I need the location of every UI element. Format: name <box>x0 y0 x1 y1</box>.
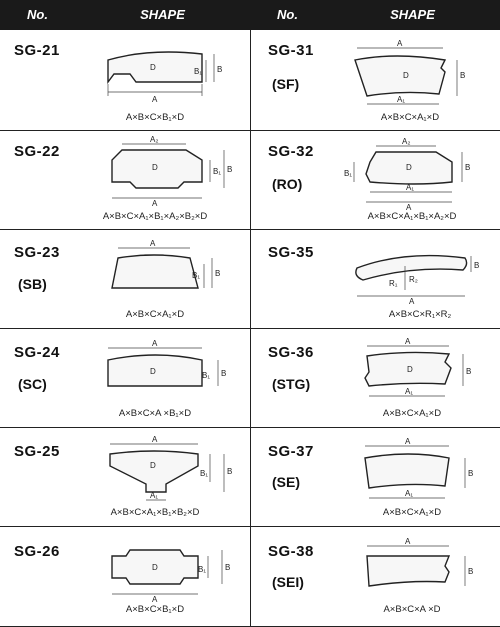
shape-sg-24 <box>90 338 240 410</box>
dim-label-b1: B₁ <box>213 167 222 176</box>
dim-label-b1: B₁ <box>200 469 209 478</box>
table-header <box>0 0 500 30</box>
dim-label-r1: R₁ <box>389 279 398 288</box>
dim-label-b1: B₁ <box>194 67 203 76</box>
row-divider <box>0 427 500 428</box>
formula-sg-23: A×B×C×A₁×D <box>125 309 185 320</box>
dim-label-b: B <box>468 567 474 576</box>
formula-sg-26: A×B×C×B₁×D <box>125 604 185 615</box>
dim-label-a2: A₂ <box>402 137 411 146</box>
dim-label-b: B <box>468 469 474 478</box>
code-sg-35: SG-35 <box>268 244 314 261</box>
dim-label-b: B <box>227 165 233 174</box>
dim-label-b1: B₁ <box>198 565 207 574</box>
code-sg-38: SG-38 <box>268 543 314 560</box>
dim-label-d: D <box>152 563 158 572</box>
dim-label-a: A <box>397 39 403 48</box>
shape-sg-22 <box>90 135 240 210</box>
formula-sg-21: A×B×C×B₁×D <box>125 112 185 123</box>
shape-sg-23 <box>90 238 240 310</box>
dim-label-a: A <box>405 337 411 346</box>
sub-sg-37: (SE) <box>272 474 300 490</box>
header-shape-right: SHAPE <box>390 7 435 22</box>
dim-label-b: B <box>217 65 223 74</box>
dim-label-a: A <box>152 595 158 604</box>
dim-label-b1: B₁ <box>202 371 211 380</box>
row-divider <box>0 526 500 527</box>
dim-label-a: A <box>150 239 156 248</box>
dim-label-d: D <box>150 367 156 376</box>
header-no-left: No. <box>27 7 48 22</box>
dim-label-d: D <box>150 63 156 72</box>
formula-sg-22: A×B×C×A₁×B₁×A₂×B₂×D <box>102 211 208 222</box>
dim-label-a1: A₁ <box>150 491 159 500</box>
code-sg-24: SG-24 <box>14 344 60 361</box>
dim-label-b: B <box>466 367 472 376</box>
formula-sg-31: A×B×C×A₁×D <box>380 112 440 123</box>
formula-sg-32: A×B×C×A₁×B₁×A₂×D <box>367 211 457 222</box>
dim-label-a1: A₁ <box>406 183 415 192</box>
code-sg-32: SG-32 <box>268 143 314 160</box>
formula-sg-38: A×B×C×A ×D <box>383 604 441 615</box>
formula-sg-37: A×B×C×A₁×D <box>382 507 442 518</box>
shape-sg-38 <box>345 536 495 608</box>
code-sg-21: SG-21 <box>14 42 60 59</box>
dim-label-b: B <box>215 269 221 278</box>
shape-sg-31 <box>345 38 495 110</box>
dim-label-a: A <box>152 199 158 208</box>
dim-label-a: A <box>405 437 411 446</box>
row-divider <box>0 130 500 131</box>
dim-label-a: A <box>405 537 411 546</box>
dim-label-b: B <box>227 467 233 476</box>
shape-sg-36 <box>345 338 495 410</box>
sub-sg-32: (RO) <box>272 176 303 192</box>
dim-label-a2: A₂ <box>150 135 159 144</box>
dim-label-a: A <box>406 203 412 212</box>
code-sg-22: SG-22 <box>14 143 60 160</box>
sub-sg-24: (SC) <box>18 376 47 392</box>
sub-sg-23: (SB) <box>18 276 47 292</box>
dim-label-b: B <box>474 261 480 270</box>
code-sg-36: SG-36 <box>268 344 314 361</box>
row-divider <box>0 229 500 230</box>
dim-label-b: B <box>465 163 471 172</box>
code-sg-31: SG-31 <box>268 42 314 59</box>
dim-label-d: D <box>150 461 156 470</box>
sub-sg-38: (SEI) <box>272 574 304 590</box>
dim-label-b1: B₁ <box>192 271 201 280</box>
dim-label-a1: A₁ <box>405 489 414 498</box>
sub-sg-36: (STG) <box>272 376 311 392</box>
dim-label-b1: B₁ <box>344 169 353 178</box>
dim-label-b: B <box>221 369 227 378</box>
shape-sg-35 <box>345 238 495 310</box>
dim-label-a: A <box>409 297 415 306</box>
dim-label-d: D <box>403 71 409 80</box>
header-shape-left: SHAPE <box>140 7 185 22</box>
dim-label-a1: A₁ <box>397 95 406 104</box>
code-sg-25: SG-25 <box>14 443 60 460</box>
code-sg-23: SG-23 <box>14 244 60 261</box>
shape-sg-26 <box>90 536 240 608</box>
row-divider <box>0 328 500 329</box>
formula-sg-25: A×B×C×A₁×B₁×B₂×D <box>110 507 200 518</box>
dim-label-b: B <box>225 563 231 572</box>
dim-label-a: A <box>152 435 158 444</box>
code-sg-37: SG-37 <box>268 443 314 460</box>
formula-sg-24: A×B×C×A ×B₁×D <box>118 408 192 419</box>
dim-label-a: A <box>152 339 158 348</box>
dim-label-b: B <box>460 71 466 80</box>
shape-sg-37 <box>345 436 495 508</box>
dim-label-d: D <box>406 163 412 172</box>
dim-label-a: A <box>152 95 158 104</box>
shape-sg-32 <box>340 138 495 210</box>
dim-label-d: D <box>407 365 413 374</box>
dim-label-r2: R₂ <box>409 275 418 284</box>
shape-sg-21 <box>90 38 240 110</box>
formula-sg-35: A×B×C×R₁×R₂ <box>388 309 452 320</box>
dim-label-a1: A₁ <box>405 387 414 396</box>
code-sg-26: SG-26 <box>14 543 60 560</box>
dim-label-d: D <box>152 163 158 172</box>
formula-sg-36: A×B×C×A₁×D <box>382 408 442 419</box>
sub-sg-31: (SF) <box>272 76 300 92</box>
shape-sg-25 <box>90 436 240 508</box>
header-no-right: No. <box>277 7 298 22</box>
